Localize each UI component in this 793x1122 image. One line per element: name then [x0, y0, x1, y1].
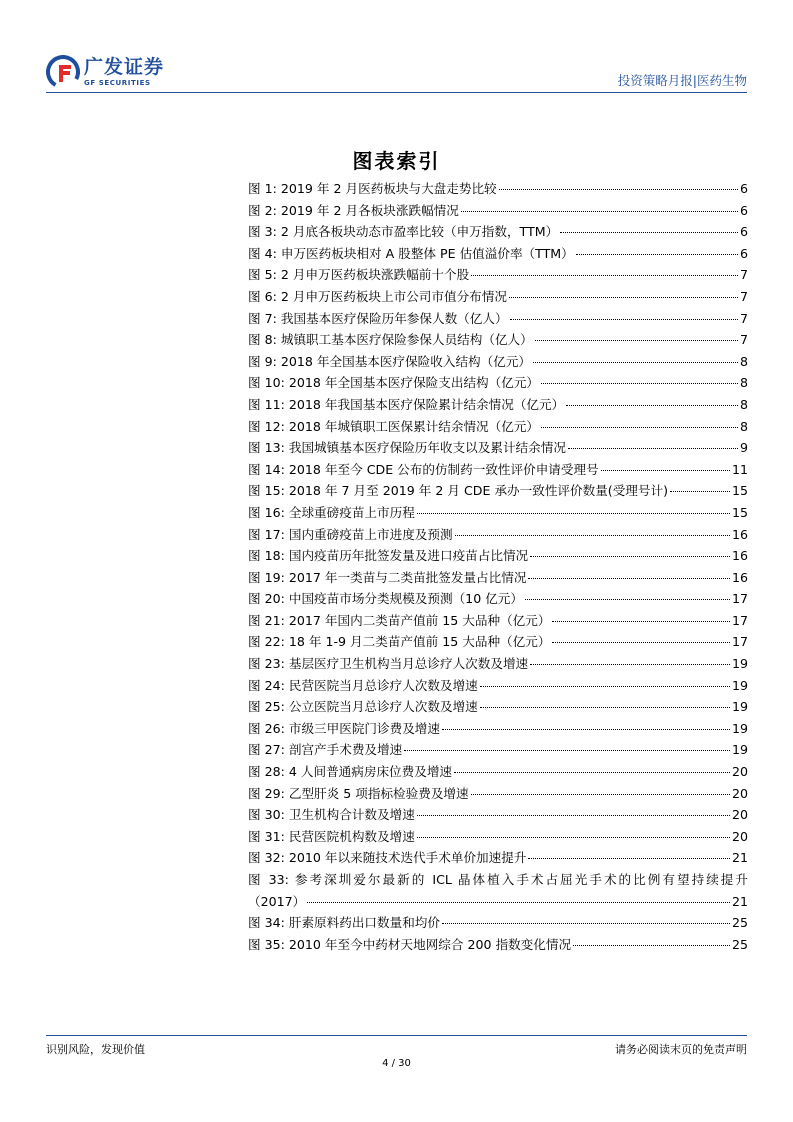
- toc-label: 图 9: 2018 年全国基本医疗保险收入结构（亿元）: [248, 353, 532, 369]
- toc-page-number: 9: [739, 440, 748, 456]
- toc-label: 图 16: 全球重磅疫苗上市历程: [248, 504, 415, 520]
- leader-dots: [510, 319, 738, 320]
- toc-entry[interactable]: [248, 200, 748, 222]
- toc-entry[interactable]: [248, 675, 748, 697]
- toc-label: 图 14: 2018 年至今 CDE 公布的仿制药一致性评价申请受理号: [248, 461, 599, 477]
- toc-label: 图 28: 4 人间普通病房床位费及增速: [248, 764, 453, 780]
- toc-entry[interactable]: [248, 847, 748, 869]
- leader-dots: [509, 297, 738, 298]
- leader-dots: [670, 491, 730, 492]
- leader-dots: [541, 427, 738, 428]
- toc-label: 图 3: 2 月底各板块动态市盈率比较（申万指数，TTM）: [248, 224, 559, 240]
- page-title: 图表索引: [352, 149, 441, 173]
- leader-dots: [461, 211, 738, 212]
- toc-entry[interactable]: [248, 437, 748, 459]
- toc-page-number: 21: [731, 893, 748, 909]
- toc-entry[interactable]: [248, 912, 748, 934]
- toc-page-number: 19: [731, 677, 748, 693]
- toc-page-number: 6: [739, 181, 748, 196]
- toc-label: 图 12: 2018 年城镇职工医保累计结余情况（亿元）: [248, 418, 540, 434]
- leader-dots: [568, 448, 738, 449]
- toc-page-number: 11: [731, 461, 748, 477]
- toc-entry[interactable]: [248, 696, 748, 718]
- toc-label: 图 21: 2017 年国内二类苗产值前 15 大品种（亿元）: [248, 612, 551, 628]
- toc-entry[interactable]: [248, 761, 748, 783]
- gf-logo-icon: [46, 55, 80, 89]
- leader-dots: [530, 556, 730, 557]
- leader-dots: [525, 599, 730, 600]
- leader-dots: [417, 815, 730, 816]
- toc-label: 图 30: 卫生机构合计数及增速: [248, 807, 415, 823]
- leader-dots: [573, 945, 730, 946]
- footer-slogan: 识别风险，发现价值: [46, 1043, 145, 1056]
- toc-label: 图 34: 肝素原料药出口数量和均价: [248, 915, 440, 931]
- toc-label: 图 1: 2019 年 2 月医药板块与大盘走势比较: [248, 181, 497, 196]
- toc-entry[interactable]: [248, 264, 748, 286]
- toc-page-number: 8: [739, 396, 748, 412]
- toc-entry[interactable]: [248, 394, 748, 416]
- toc-label-continued: （2017）: [248, 893, 306, 909]
- toc-page-number: 6: [739, 224, 748, 240]
- footer-disclaimer: 请务必阅读末页的免责声明: [615, 1043, 747, 1056]
- leader-dots: [535, 340, 738, 341]
- toc-page-number: 20: [731, 785, 748, 801]
- leader-dots: [528, 858, 730, 859]
- toc-label: 图 32: 2010 年以来随技术迭代手术单价加速提升: [248, 850, 527, 866]
- toc-page-number: 21: [731, 850, 748, 866]
- toc-entry[interactable]: [248, 502, 748, 524]
- leader-dots: [560, 232, 738, 233]
- header-divider: [46, 92, 747, 93]
- logo-chinese-name: 广发证券: [84, 55, 165, 78]
- toc-label: 图 22: 18 年 1-9 月二类苗产值前 15 大品种（亿元）: [248, 634, 551, 650]
- toc-entry-wrapped[interactable]: [248, 869, 748, 912]
- toc-entry[interactable]: [248, 653, 748, 675]
- toc-label: 图 15: 2018 年 7 月至 2019 年 2 月 CDE 承办一致性评价数量(受理号计): [248, 483, 668, 499]
- leader-dots: [471, 794, 730, 795]
- leader-dots: [404, 750, 730, 751]
- leader-dots: [417, 513, 730, 514]
- toc-page-number: 7: [739, 310, 748, 326]
- leader-dots: [576, 254, 738, 255]
- toc-page-number: 20: [731, 764, 748, 780]
- toc-page-number: 17: [731, 612, 748, 628]
- toc-page-number: 8: [739, 375, 748, 391]
- toc-entry[interactable]: [248, 372, 748, 394]
- toc-entry[interactable]: [248, 329, 748, 351]
- toc-entry[interactable]: [248, 804, 748, 826]
- report-type: 投资策略月报|医药生物: [617, 73, 747, 88]
- toc-entry[interactable]: [248, 718, 748, 740]
- toc-page-number: 7: [739, 288, 748, 304]
- toc-entry[interactable]: [248, 351, 748, 373]
- toc-page-number: 19: [731, 742, 748, 758]
- toc-label: 图 8: 城镇职工基本医疗保险参保人员结构（亿人）: [248, 332, 533, 348]
- toc-entry[interactable]: [248, 631, 748, 653]
- toc-entry[interactable]: [248, 308, 748, 330]
- toc-page-number: 25: [731, 936, 748, 952]
- toc-label: 图 11: 2018 年我国基本医疗保险累计结余情况（亿元）: [248, 396, 565, 412]
- toc-page-number: 16: [731, 548, 748, 564]
- toc-page-number: 25: [731, 915, 748, 931]
- toc-entry[interactable]: [248, 826, 748, 848]
- toc-label: 图 20: 中国疫苗市场分类规模及预测（10 亿元）: [248, 591, 523, 607]
- leader-dots: [417, 837, 730, 838]
- toc-entry[interactable]: [248, 739, 748, 761]
- page-number: 4 / 30: [382, 1058, 411, 1069]
- toc-entry[interactable]: [248, 178, 748, 200]
- toc-entry[interactable]: [248, 286, 748, 308]
- toc-label: 图 19: 2017 年一类苗与二类苗批签发量占比情况: [248, 569, 527, 585]
- leader-dots: [442, 729, 730, 730]
- leader-dots: [471, 275, 738, 276]
- toc-label: 图 33: 参考深圳爱尔最新的 ICL 晶体植入手术占屈光手术的比例有望持续提升: [248, 872, 748, 887]
- leader-dots: [530, 664, 730, 665]
- toc-page-number: 8: [739, 353, 748, 369]
- toc-label: 图 25: 公立医院当月总诊疗人次数及增速: [248, 699, 478, 715]
- toc-entry[interactable]: [248, 243, 748, 265]
- company-logo: [46, 54, 164, 90]
- toc-label: 图 18: 国内疫苗历年批签发量及进口疫苗占比情况: [248, 548, 529, 564]
- logo-english-name: GF SECURITIES: [84, 78, 151, 87]
- toc-label: 图 4: 申万医药板块相对 A 股整体 PE 估值溢价率（TTM）: [248, 245, 574, 261]
- toc-label: 图 6: 2 月申万医药板块上市公司市值分布情况: [248, 288, 507, 304]
- leader-dots: [307, 902, 730, 903]
- toc-entry[interactable]: [248, 934, 748, 956]
- toc-label: 图 5: 2 月申万医药板块涨跌幅前十个股: [248, 267, 470, 283]
- toc-page-number: 7: [739, 332, 748, 348]
- toc-label: 图 29: 乙型肝炎 5 项指标检验费及增速: [248, 785, 469, 801]
- toc-entry[interactable]: [248, 588, 748, 610]
- toc-entry[interactable]: [248, 459, 748, 481]
- figure-index-list: [248, 178, 748, 955]
- toc-page-number: 19: [731, 720, 748, 736]
- toc-page-number: 15: [731, 483, 748, 499]
- toc-entry[interactable]: [248, 416, 748, 438]
- toc-entry[interactable]: [248, 610, 748, 632]
- leader-dots: [533, 362, 738, 363]
- toc-label: 图 27: 剖宫产手术费及增速: [248, 742, 403, 758]
- toc-entry[interactable]: [248, 221, 748, 243]
- toc-page-number: 16: [731, 569, 748, 585]
- leader-dots: [455, 535, 730, 536]
- toc-label: 图 7: 我国基本医疗保险历年参保人数（亿人）: [248, 310, 508, 326]
- toc-entry[interactable]: [248, 480, 748, 502]
- toc-label: 图 26: 市级三甲医院门诊费及增速: [248, 720, 440, 736]
- toc-label: 图 35: 2010 年至今中药材天地网综合 200 指数变化情况: [248, 936, 572, 952]
- toc-page-number: 15: [731, 504, 748, 520]
- toc-page-number: 6: [739, 245, 748, 261]
- toc-page-number: 19: [731, 699, 748, 715]
- toc-page-number: 20: [731, 807, 748, 823]
- leader-dots: [528, 578, 730, 579]
- toc-entry[interactable]: [248, 567, 748, 589]
- toc-page-number: 20: [731, 828, 748, 844]
- toc-label: 图 24: 民营医院当月总诊疗人次数及增速: [248, 677, 478, 693]
- leader-dots: [541, 383, 738, 384]
- toc-label: 图 10: 2018 年全国基本医疗保险支出结构（亿元）: [248, 375, 540, 391]
- toc-page-number: 17: [731, 634, 748, 650]
- toc-label: 图 17: 国内重磅疫苗上市进度及预测: [248, 526, 453, 542]
- toc-label: 图 31: 民营医院机构数及增速: [248, 828, 415, 844]
- toc-label: 图 2: 2019 年 2 月各板块涨跌幅情况: [248, 202, 459, 218]
- toc-page-number: 16: [731, 526, 748, 542]
- toc-entry[interactable]: [248, 783, 748, 805]
- toc-page-number: 7: [739, 267, 748, 283]
- toc-page-number: 8: [739, 418, 748, 434]
- leader-dots: [566, 405, 738, 406]
- leader-dots: [499, 189, 738, 190]
- toc-page-number: 6: [739, 202, 748, 218]
- toc-page-number: 19: [731, 656, 748, 672]
- toc-label: 图 23: 基层医疗卫生机构当月总诊疗人次数及增速: [248, 656, 529, 672]
- leader-dots: [552, 642, 730, 643]
- leader-dots: [442, 923, 730, 924]
- leader-dots: [552, 621, 730, 622]
- leader-dots: [454, 772, 730, 773]
- toc-entry[interactable]: [248, 545, 748, 567]
- leader-dots: [480, 686, 730, 687]
- leader-dots: [480, 707, 730, 708]
- toc-label: 图 13: 我国城镇基本医疗保险历年收支以及累计结余情况: [248, 440, 566, 456]
- toc-entry[interactable]: [248, 524, 748, 546]
- toc-page-number: 17: [731, 591, 748, 607]
- leader-dots: [601, 470, 730, 471]
- footer-divider: [46, 1035, 747, 1036]
